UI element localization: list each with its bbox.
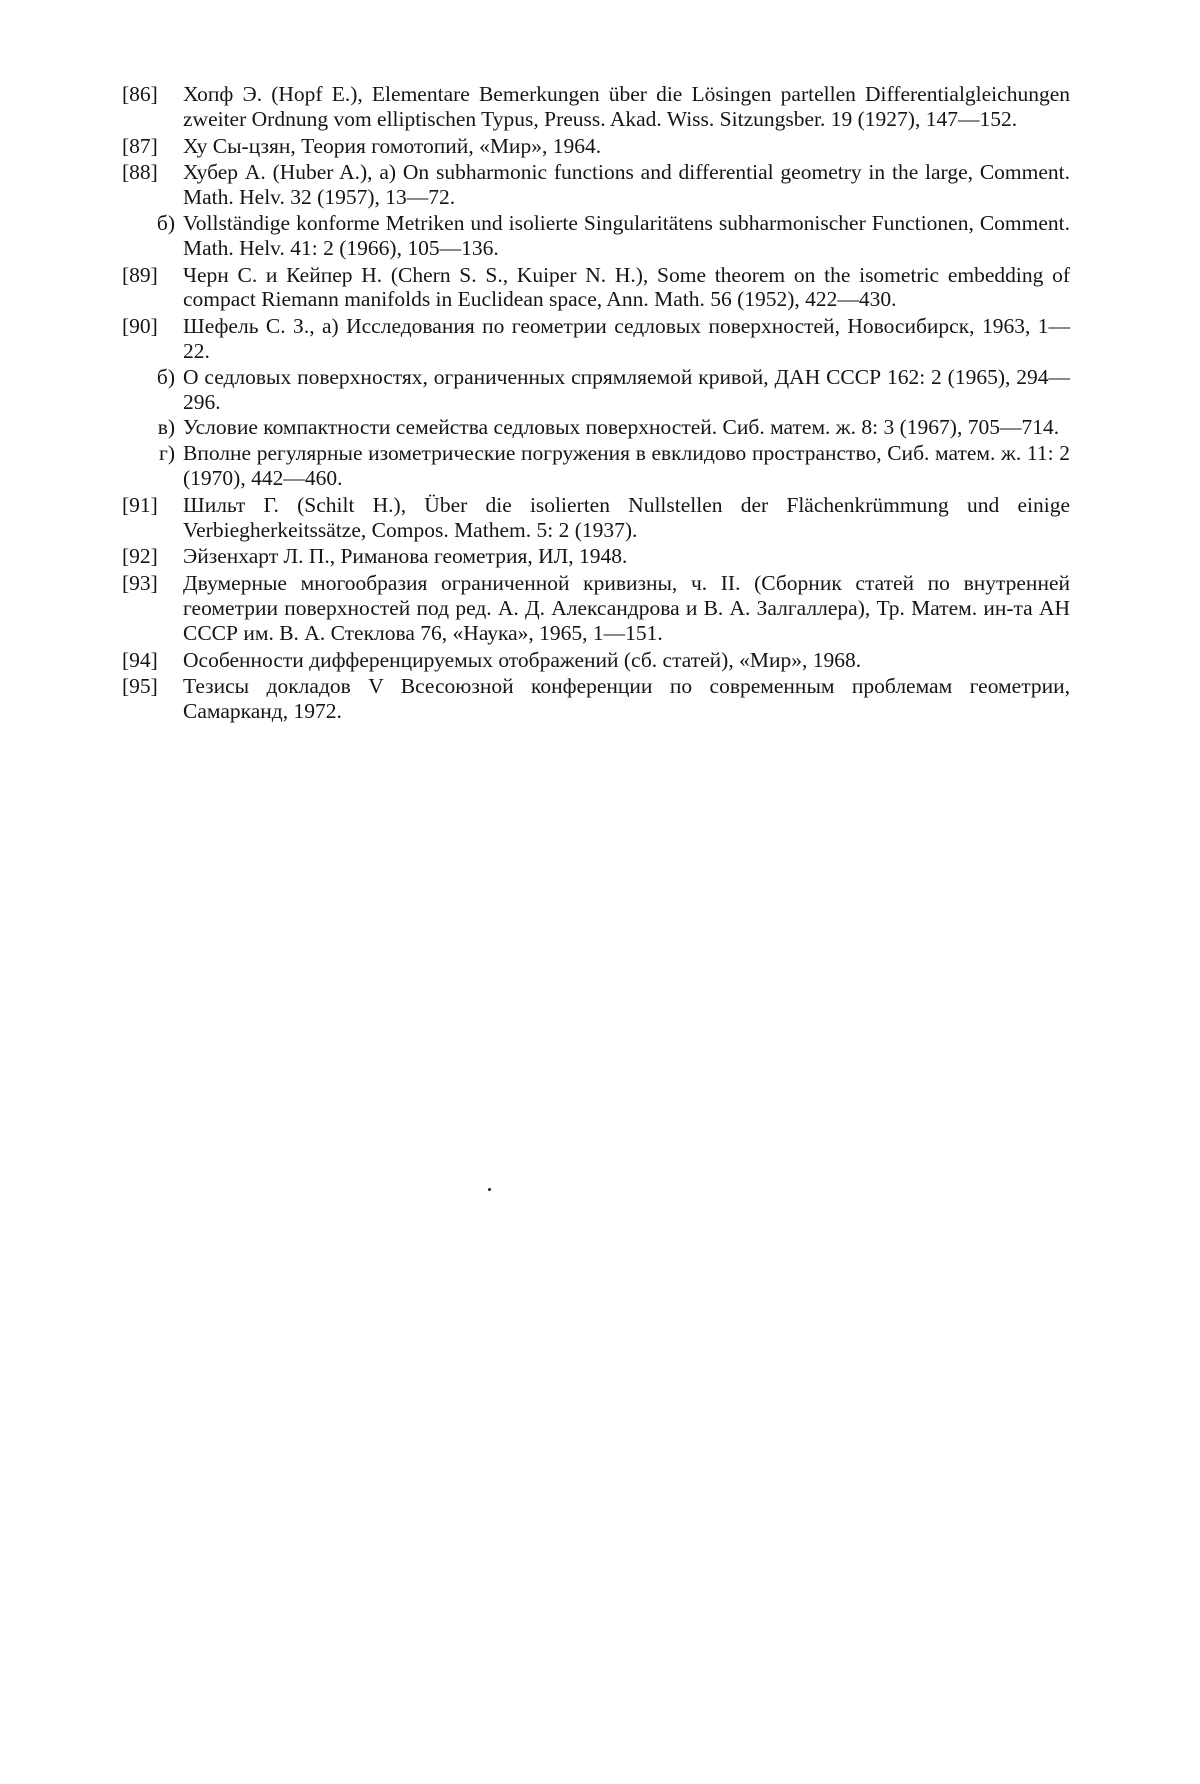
reference-number: [92] (122, 544, 158, 569)
reference-text: Хубер А. (Huber A.), a) On subharmonic functions and differential geometry in the large, Comment. Math. Helv. 32 (1957), 13—72. (183, 160, 1070, 210)
subentry-label: б) (156, 210, 175, 235)
reference-number: [91] (122, 492, 158, 517)
reference-text: О седловых поверхностях, ограниченных спрямляемой кривой, ДАН СССР 162: 2 (1965), 294—296. (183, 364, 1070, 414)
reference-entry (122, 493, 1070, 543)
reference-entry (122, 263, 1070, 313)
reference-text: Черн С. и Кейпер Н. (Chern S. S., Kuiper N. H.), Some theorem on the isometric embedding of compact Riemann manifolds in Euclidean space, Ann. Math. 56 (1952), 422—430. (183, 262, 1070, 312)
reference-entry (122, 674, 1070, 724)
reference-subentry (122, 441, 1070, 491)
reference-number: [87] (122, 133, 158, 158)
reference-text: Хопф Э. (Hopf E.), Elementare Bemerkungen über die Lösingen partellen Differentialgleichungen zweiter Ordnung vom elliptischen Typus, Preuss. Akad. Wiss. Sitzungsber. 19 (1927), 147—152. (183, 82, 1070, 131)
subentry-label: б) (156, 364, 175, 389)
reference-text: Тезисы докладов V Всесоюзной конференции по современным проблемам геометрии, Самарканд, 1972. (183, 674, 1070, 724)
reference-subentry (122, 415, 1070, 440)
stray-mark (488, 1188, 491, 1191)
reference-text: Вполне регулярные изометрические погружения в евклидово пространство, Сиб. матем. ж. 11: 2 (1970), 442—460. (183, 441, 1070, 490)
reference-entry (122, 134, 1070, 159)
reference-entry (122, 571, 1070, 645)
reference-text: Ху Сы-цзян, Теория гомотопий, «Мир», 1964. (183, 133, 602, 158)
reference-text: Особенности дифференцируемых отображений (сб. статей), «Мир», 1968. (183, 647, 862, 672)
reference-number: [88] (122, 160, 158, 185)
reference-number: [90] (122, 314, 158, 339)
reference-number: [86] (122, 82, 158, 106)
reference-entry (122, 544, 1070, 569)
reference-number: [94] (122, 647, 158, 672)
reference-text: Эйзенхарт Л. П., Риманова геометрия, ИЛ, 1948. (183, 544, 628, 569)
subentry-label: в) (157, 415, 175, 440)
reference-text: Шефель С. З., а) Исследования по геометрии седловых поверхностей, Новосибирск, 1963, 1—22. (183, 314, 1070, 363)
reference-subentry (122, 365, 1070, 415)
reference-text: Условие компактности семейства седловых поверхностей. Сиб. матем. ж. 8: 3 (1967), 705—714. (183, 415, 1060, 440)
reference-text: Шильт Г. (Schilt H.), Über die isolierten Nullstellen der Flächenkrümmung und einige Verbiegherkeitssätze, Compos. Mathem. 5: 2 (1937). (183, 492, 1070, 542)
reference-entry (122, 314, 1070, 364)
reference-entry (122, 82, 1070, 132)
reference-entry (122, 160, 1070, 210)
subentry-label: г) (159, 441, 175, 466)
reference-number: [93] (122, 571, 158, 596)
reference-number: [95] (122, 674, 158, 699)
reference-entry (122, 648, 1070, 673)
reference-text: Двумерные многообразия ограниченной кривизны, ч. II. (Сборник статей по внутренней геометрии поверхностей под ред. А. Д. Александрова и В. А. Залгаллера), Тр. Матем. ин-та АН СССР им. В. А. Стеклова 76, «Наука», 1965, 1—151. (183, 571, 1070, 645)
reference-text: Vollständige konforme Metriken und isolierte Singularitätens subharmonischer Functionen, Comment. Math. Helv. 41: 2 (1966), 105—136. (183, 210, 1070, 260)
reference-list (122, 82, 1070, 726)
reference-subentry (122, 211, 1070, 261)
reference-number: [89] (122, 262, 158, 287)
